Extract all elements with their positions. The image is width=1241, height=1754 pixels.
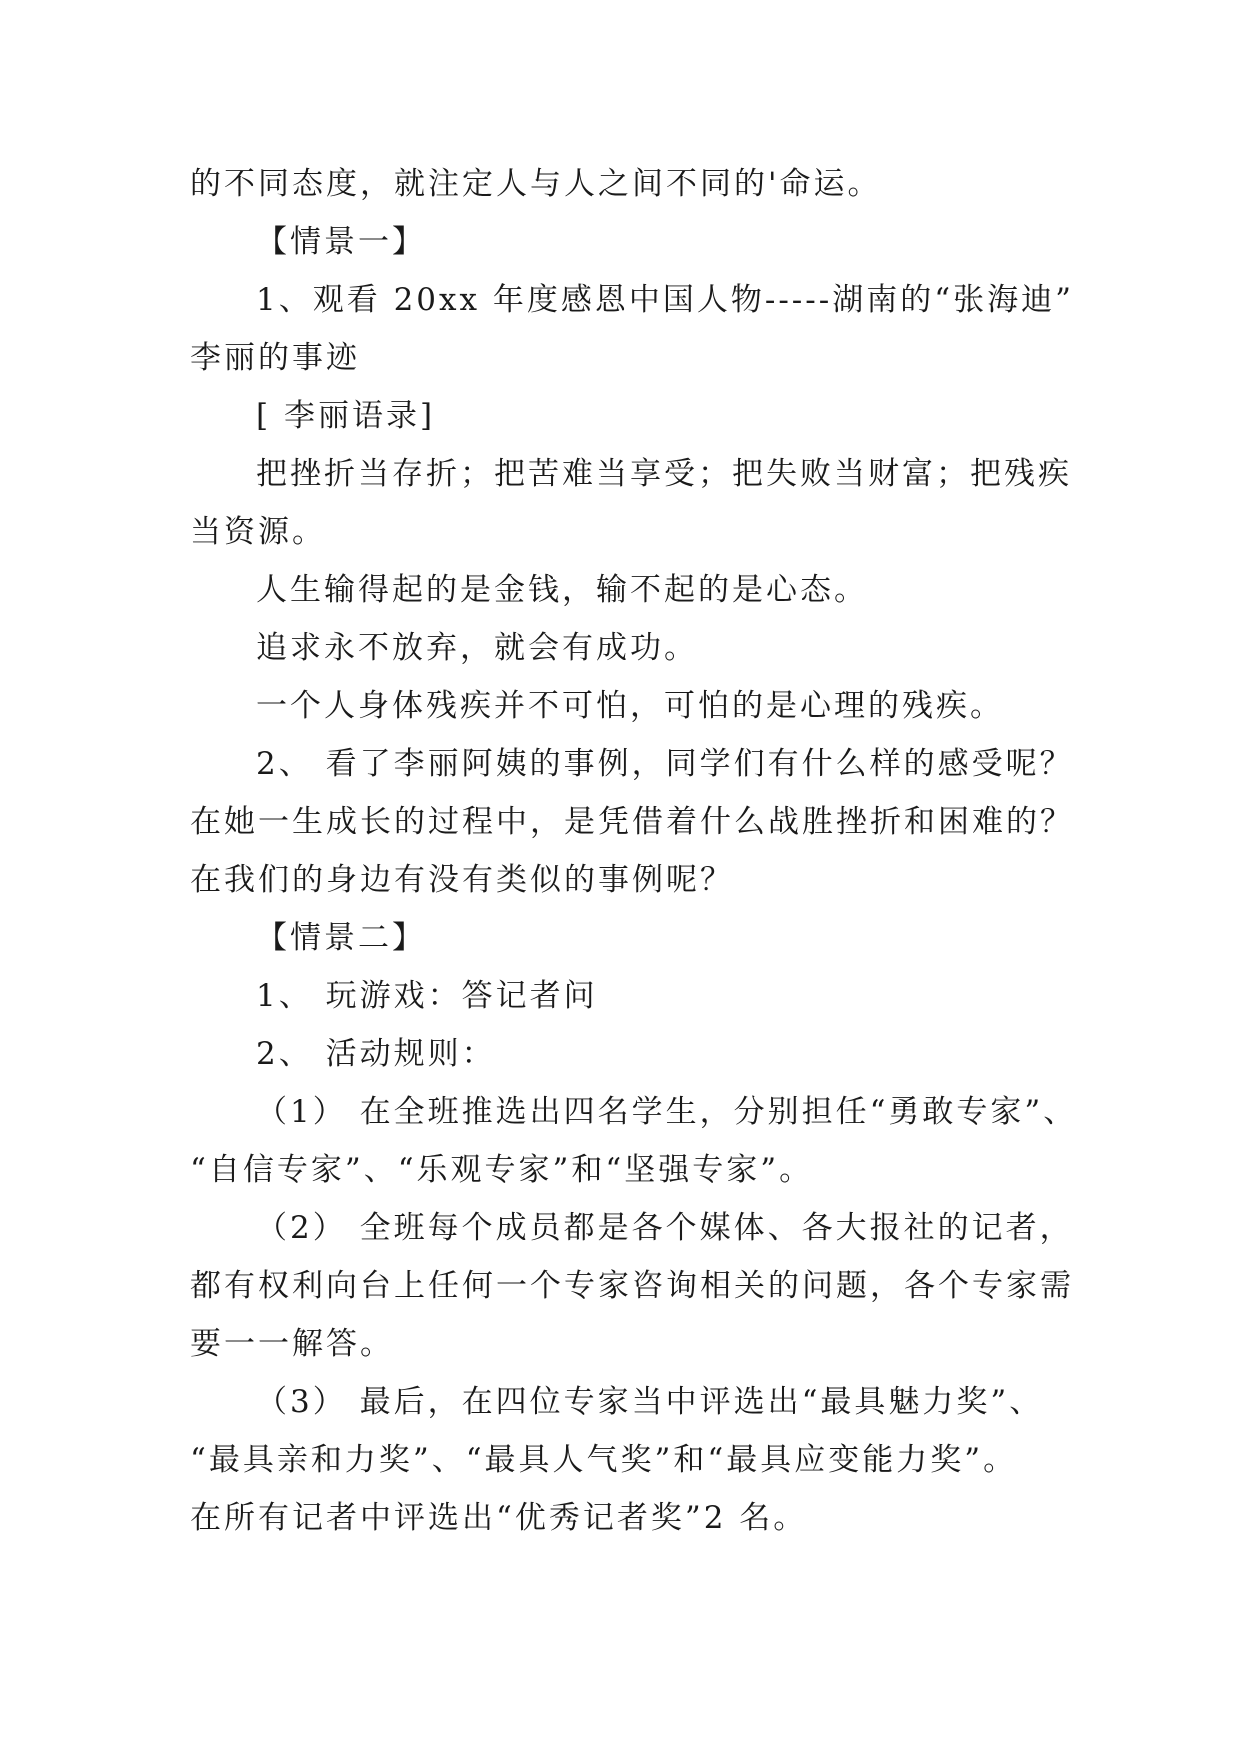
rule-item: 要一一解答。 [190, 1326, 394, 1362]
paragraph-line: 李丽的事迹 [190, 340, 360, 376]
paragraph-line: 2、 活动规则： [256, 1036, 496, 1072]
quote-line: 人生输得起的是金钱，输不起的是心态。 [256, 572, 868, 608]
rule-item: （2） 全班每个成员都是各个媒体、各大报社的记者， [256, 1210, 1074, 1246]
rule-item: （3） 最后，在四位专家当中评选出“最具魅力奖”、 [256, 1384, 1044, 1420]
quote-line: 当资源。 [190, 514, 326, 550]
rule-item: （1） 在全班推选出四名学生，分别担任“勇敢专家”、 [256, 1094, 1078, 1130]
paragraph-line: 2、 看了李丽阿姨的事例，同学们有什么样的感受呢？ [256, 746, 1074, 782]
rule-item: “自信专家”、“乐观专家”和“坚强专家”。 [190, 1152, 814, 1188]
rule-item: 在所有记者中评选出“优秀记者奖”2 名。 [190, 1500, 808, 1536]
quote-line: 一个人身体残疾并不可怕，可怕的是心理的残疾。 [256, 688, 1004, 724]
rule-item: “最具亲和力奖”、“最具人气奖”和“最具应变能力奖”。 [190, 1442, 1018, 1478]
rule-item: 都有权利向台上任何一个专家咨询相关的问题，各个专家需 [190, 1268, 1074, 1304]
paragraph-line: 1、观看 20xx 年度感恩中国人物-----湖南的“张海迪” [256, 282, 1074, 318]
quote-line: 追求永不放弃，就会有成功。 [256, 630, 698, 666]
quote-line: 把挫折当存折；把苦难当享受；把失败当财富；把残疾 [256, 456, 1072, 492]
subheading: [ 李丽语录] [256, 398, 436, 434]
section-heading: 【情景一】 [256, 224, 426, 260]
paragraph-line: 1、 玩游戏：答记者问 [256, 978, 598, 1014]
section-heading: 【情景二】 [256, 920, 426, 956]
paragraph-line: 在我们的身边有没有类似的事例呢？ [190, 862, 734, 898]
paragraph-line: 在她一生成长的过程中，是凭借着什么战胜挫折和困难的？ [190, 804, 1074, 840]
paragraph-line: 的不同态度，就注定人与人之间不同的'命运。 [190, 166, 882, 202]
